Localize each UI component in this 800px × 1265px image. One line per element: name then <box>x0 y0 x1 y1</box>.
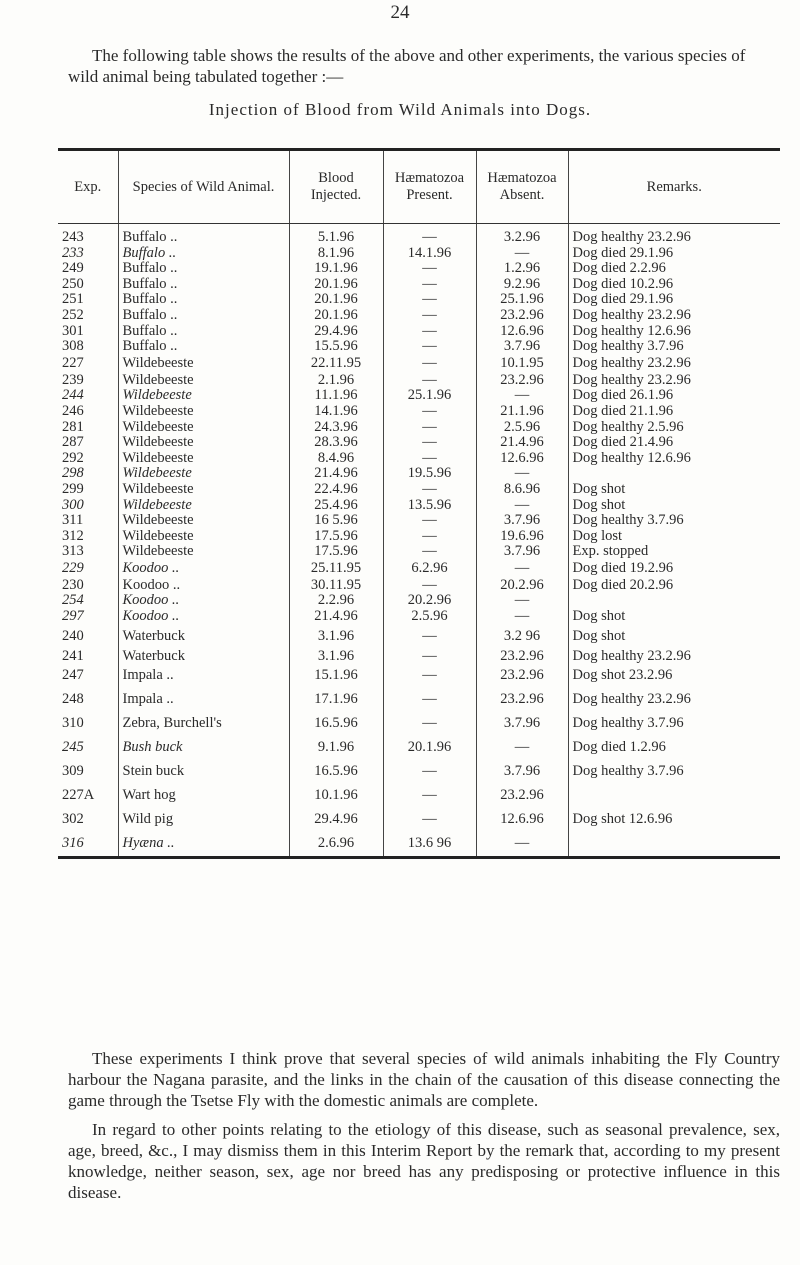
cell-present: 6.2.96 <box>383 560 476 578</box>
cell-present: — <box>383 688 476 712</box>
table-row <box>58 498 780 514</box>
cell-injected: 29.4.96 <box>289 324 383 340</box>
species-name: Bush buck <box>122 739 183 756</box>
cell-species <box>118 578 289 594</box>
cell-present: 14.1.96 <box>383 246 476 262</box>
cell-injected: 8.1.96 <box>289 246 383 262</box>
cell-present: 25.1.96 <box>383 388 476 404</box>
species-name: Wildebeeste <box>122 528 194 544</box>
cell-remarks <box>568 832 780 858</box>
cell-absent: — <box>476 498 568 514</box>
species-name: Wild pig <box>122 811 174 828</box>
cell-injected: 3.1.96 <box>289 649 383 665</box>
cell-exp: 300 <box>62 497 84 513</box>
table-row <box>58 420 780 436</box>
cell-species <box>118 339 289 355</box>
cell-absent: 20.2.96 <box>476 578 568 594</box>
cell-exp: 297 <box>62 609 84 625</box>
cell-exp: 301 <box>62 323 84 339</box>
cell-species <box>118 246 289 262</box>
cell-absent: 19.6.96 <box>476 529 568 545</box>
species-name: Buffalo .. <box>122 245 177 261</box>
cell-exp: 298 <box>62 466 84 482</box>
cell-remarks: Dog healthy 3.7.96 <box>568 760 780 784</box>
cell-exp: 251 <box>62 292 84 308</box>
table-row <box>58 261 780 277</box>
cell-remarks: Dog died 21.4.96 <box>568 435 780 451</box>
species-name: Buffalo .. <box>122 339 178 355</box>
cell-injected: 20.1.96 <box>289 277 383 293</box>
cell-species <box>118 529 289 545</box>
cell-species <box>118 625 289 649</box>
cell-present: — <box>383 625 476 649</box>
cell-present: — <box>383 578 476 594</box>
species-name: Waterbuck <box>122 627 185 644</box>
cell-absent: 3.7.96 <box>476 760 568 784</box>
cell-injected: 25.4.96 <box>289 498 383 514</box>
cell-remarks: Dog healthy 23.2.96 <box>568 688 780 712</box>
cell-exp: 245 <box>62 739 84 756</box>
cell-exp: 302 <box>62 811 84 828</box>
cell-species <box>118 760 289 784</box>
header-remarks: Remarks. <box>568 150 780 224</box>
cell-absent: 12.6.96 <box>476 324 568 340</box>
species-name: Hyæna .. <box>122 835 175 852</box>
species-name: Wildebeeste <box>122 403 194 419</box>
species-name: Wildebeeste <box>122 466 192 482</box>
cell-remarks: Dog died 10.2.96 <box>568 277 780 293</box>
header-injected: Blood Injected. <box>289 150 383 224</box>
cell-exp: 309 <box>62 763 84 780</box>
cell-absent: 2.5.96 <box>476 420 568 436</box>
cell-absent: 3.7.96 <box>476 712 568 736</box>
cell-remarks: Dog died 26.1.96 <box>568 388 780 404</box>
cell-exp: 311 <box>62 513 84 529</box>
cell-exp: 281 <box>62 419 84 435</box>
cell-remarks: Dog shot <box>568 625 780 649</box>
cell-exp: 229 <box>62 560 84 577</box>
cell-remarks: Dog shot <box>568 482 780 498</box>
cell-absent: 3.2 96 <box>476 625 568 649</box>
cell-present: — <box>383 784 476 808</box>
species-name: Wildebeeste <box>122 419 194 435</box>
cell-absent: — <box>476 466 568 482</box>
table-row <box>58 292 780 308</box>
cell-present: — <box>383 808 476 832</box>
cell-exp: 308 <box>62 339 84 355</box>
species-name: Impala .. <box>122 691 174 708</box>
cell-present: 13.5.96 <box>383 498 476 514</box>
cell-absent: 9.2.96 <box>476 277 568 293</box>
cell-species <box>118 736 289 760</box>
table-row <box>58 404 780 420</box>
cell-exp: 230 <box>62 577 84 593</box>
cell-absent: — <box>476 832 568 858</box>
cell-species <box>118 712 289 736</box>
species-name: Wildebeeste <box>122 372 194 388</box>
table-row <box>58 625 780 649</box>
cell-injected: 5.1.96 <box>289 224 383 246</box>
page-number: 24 <box>390 2 410 23</box>
table-row <box>58 578 780 594</box>
cell-species <box>118 277 289 293</box>
cell-species <box>118 435 289 451</box>
cell-injected: 21.4.96 <box>289 609 383 625</box>
species-name: Wildebeeste <box>122 388 192 404</box>
cell-absent: 1.2.96 <box>476 261 568 277</box>
cell-injected: 14.1.96 <box>289 404 383 420</box>
cell-injected: 22.4.96 <box>289 482 383 498</box>
cell-remarks: Dog died 29.1.96 <box>568 292 780 308</box>
cell-remarks: Dog shot <box>568 609 780 625</box>
cell-present: — <box>383 277 476 293</box>
cell-absent: — <box>476 736 568 760</box>
cell-species <box>118 373 289 389</box>
cell-remarks: Dog healthy 3.7.96 <box>568 339 780 355</box>
table-row <box>58 277 780 293</box>
cell-species <box>118 544 289 560</box>
table-row <box>58 435 780 451</box>
cell-exp: 316 <box>62 835 84 852</box>
closing-paragraph-2: In regard to other points relating to the etiology of this disease, such as seasonal prevalence, sex, age, breed, &c., I may dismiss them in this Interim Report by the remark that, according to my present knowledge, neither season, sex, age nor breed has any predisposing or protective influence in this disease. <box>68 1120 780 1202</box>
cell-present: — <box>383 339 476 355</box>
cell-injected: 16.5.96 <box>289 760 383 784</box>
cell-remarks: Dog healthy 2.5.96 <box>568 420 780 436</box>
cell-absent: — <box>476 593 568 609</box>
cell-species <box>118 832 289 858</box>
cell-injected: 2.1.96 <box>289 373 383 389</box>
cell-species <box>118 404 289 420</box>
cell-exp: 292 <box>62 450 84 466</box>
cell-exp: 243 <box>62 229 84 245</box>
cell-remarks: Dog healthy 23.2.96 <box>568 355 780 373</box>
cell-species <box>118 808 289 832</box>
intro-paragraph: The following table shows the results of the above and other experiments, the various species of wild animal being tabulated together :— <box>68 46 746 86</box>
table-row <box>58 355 780 373</box>
cell-exp: 250 <box>62 276 84 292</box>
species-name: Koodoo .. <box>122 577 181 593</box>
header-exp: Exp. <box>58 150 118 224</box>
table-row <box>58 664 780 688</box>
cell-absent: 21.4.96 <box>476 435 568 451</box>
species-name: Wildebeeste <box>122 354 194 371</box>
species-name: Wildebeeste <box>122 450 194 466</box>
cell-injected: 17.5.96 <box>289 544 383 560</box>
cell-absent: 23.2.96 <box>476 664 568 688</box>
species-name: Wildebeeste <box>122 481 194 497</box>
cell-remarks: Dog healthy 23.2.96 <box>568 224 780 246</box>
table-row <box>58 466 780 482</box>
cell-remarks: Dog lost <box>568 529 780 545</box>
cell-present: — <box>383 308 476 324</box>
cell-present: — <box>383 435 476 451</box>
cell-remarks <box>568 466 780 482</box>
cell-injected: 2.2.96 <box>289 593 383 609</box>
cell-species <box>118 324 289 340</box>
cell-species <box>118 388 289 404</box>
cell-exp: 241 <box>62 648 84 664</box>
results-table <box>58 148 780 859</box>
cell-present: — <box>383 529 476 545</box>
cell-present: — <box>383 760 476 784</box>
cell-absent: 3.7.96 <box>476 544 568 560</box>
cell-species <box>118 560 289 578</box>
cell-exp: 233 <box>62 245 84 261</box>
cell-species <box>118 498 289 514</box>
cell-species <box>118 593 289 609</box>
cell-remarks: Dog healthy 3.7.96 <box>568 712 780 736</box>
table-row <box>58 649 780 665</box>
cell-injected: 15.1.96 <box>289 664 383 688</box>
table-row <box>58 832 780 858</box>
cell-exp: 248 <box>62 691 84 708</box>
cell-species <box>118 664 289 688</box>
header-species: Species of Wild Animal. <box>118 150 289 224</box>
table-row <box>58 593 780 609</box>
cell-species <box>118 308 289 324</box>
cell-present: — <box>383 404 476 420</box>
species-name: Waterbuck <box>122 648 185 664</box>
table-row <box>58 808 780 832</box>
species-name: Buffalo .. <box>122 276 178 292</box>
cell-present: 19.5.96 <box>383 466 476 482</box>
cell-absent: — <box>476 560 568 578</box>
cell-exp: 246 <box>62 403 84 419</box>
cell-injected: 24.3.96 <box>289 420 383 436</box>
species-name: Koodoo .. <box>122 609 180 625</box>
cell-remarks: Dog died 2.2.96 <box>568 261 780 277</box>
cell-remarks: Dog died 20.2.96 <box>568 578 780 594</box>
cell-present: — <box>383 649 476 665</box>
species-name: Impala .. <box>122 667 174 684</box>
cell-remarks: Dog died 21.1.96 <box>568 404 780 420</box>
cell-remarks: Dog healthy 12.6.96 <box>568 451 780 467</box>
cell-species <box>118 482 289 498</box>
cell-absent: — <box>476 609 568 625</box>
table-row <box>58 688 780 712</box>
cell-exp: 252 <box>62 307 84 323</box>
cell-remarks: Dog healthy 23.2.96 <box>568 373 780 389</box>
cell-present: — <box>383 373 476 389</box>
cell-present: — <box>383 544 476 560</box>
table-row <box>58 529 780 545</box>
cell-remarks: Dog healthy 23.2.96 <box>568 308 780 324</box>
cell-exp: 244 <box>62 388 84 404</box>
species-name: Buffalo .. <box>122 307 178 323</box>
cell-absent: 10.1.95 <box>476 355 568 373</box>
species-name: Wildebeeste <box>122 513 194 529</box>
cell-absent: 23.2.96 <box>476 373 568 389</box>
species-name: Wildebeeste <box>122 544 194 560</box>
cell-species <box>118 261 289 277</box>
cell-remarks: Dog shot 23.2.96 <box>568 664 780 688</box>
cell-exp: 240 <box>62 627 84 644</box>
table-body <box>58 224 780 858</box>
cell-species <box>118 355 289 373</box>
table-row <box>58 784 780 808</box>
cell-exp: 239 <box>62 372 84 388</box>
species-name: Wildebeeste <box>122 435 194 451</box>
cell-exp: 287 <box>62 435 84 451</box>
cell-remarks: Dog healthy 23.2.96 <box>568 649 780 665</box>
cell-species <box>118 451 289 467</box>
cell-present: 13.6 96 <box>383 832 476 858</box>
cell-remarks: Dog shot <box>568 498 780 514</box>
cell-absent: 12.6.96 <box>476 451 568 467</box>
cell-injected: 21.4.96 <box>289 466 383 482</box>
cell-present: — <box>383 712 476 736</box>
cell-present: — <box>383 224 476 246</box>
cell-remarks: Dog shot 12.6.96 <box>568 808 780 832</box>
cell-exp: 227 <box>62 354 84 371</box>
cell-injected: 3.1.96 <box>289 625 383 649</box>
cell-injected: 16.5.96 <box>289 712 383 736</box>
table-row <box>58 560 780 578</box>
cell-injected: 22.11.95 <box>289 355 383 373</box>
cell-present: — <box>383 420 476 436</box>
cell-exp: 310 <box>62 715 84 732</box>
cell-present: — <box>383 513 476 529</box>
cell-injected: 15.5.96 <box>289 339 383 355</box>
cell-species <box>118 224 289 246</box>
cell-exp: 249 <box>62 261 84 277</box>
species-name: Buffalo .. <box>122 323 178 339</box>
cell-injected: 30.11.95 <box>289 578 383 594</box>
cell-exp: 254 <box>62 593 84 609</box>
cell-absent: 3.2.96 <box>476 224 568 246</box>
table-row <box>58 712 780 736</box>
cell-absent: 25.1.96 <box>476 292 568 308</box>
table-row <box>58 246 780 262</box>
species-name: Stein buck <box>122 763 185 780</box>
table-row <box>58 736 780 760</box>
cell-absent: 23.2.96 <box>476 688 568 712</box>
cell-injected: 28.3.96 <box>289 435 383 451</box>
cell-absent: 23.2.96 <box>476 308 568 324</box>
table-row <box>58 482 780 498</box>
cell-absent: 3.7.96 <box>476 513 568 529</box>
species-name: Koodoo .. <box>122 560 180 577</box>
cell-injected: 9.1.96 <box>289 736 383 760</box>
cell-absent: — <box>476 388 568 404</box>
cell-present: 20.2.96 <box>383 593 476 609</box>
cell-absent: 3.7.96 <box>476 339 568 355</box>
cell-present: — <box>383 451 476 467</box>
table-row <box>58 373 780 389</box>
cell-absent: 23.2.96 <box>476 784 568 808</box>
table-row <box>58 513 780 529</box>
table-header-row <box>58 150 780 224</box>
cell-injected: 2.6.96 <box>289 832 383 858</box>
cell-exp: 313 <box>62 544 84 560</box>
species-name: Wart hog <box>122 787 176 804</box>
table-row <box>58 324 780 340</box>
species-name: Wildebeeste <box>122 497 192 513</box>
table-row <box>58 609 780 625</box>
cell-injected: 17.1.96 <box>289 688 383 712</box>
cell-injected: 8.4.96 <box>289 451 383 467</box>
cell-species <box>118 609 289 625</box>
cell-absent: 21.1.96 <box>476 404 568 420</box>
species-name: Buffalo .. <box>122 292 178 308</box>
cell-injected: 20.1.96 <box>289 308 383 324</box>
cell-present: — <box>383 292 476 308</box>
cell-species <box>118 688 289 712</box>
cell-absent: 8.6.96 <box>476 482 568 498</box>
table-row <box>58 339 780 355</box>
cell-injected: 11.1.96 <box>289 388 383 404</box>
cell-injected: 10.1.96 <box>289 784 383 808</box>
species-name: Buffalo .. <box>122 261 178 277</box>
cell-exp: 247 <box>62 667 84 684</box>
header-absent: Hæmatozoa Absent. <box>476 150 568 224</box>
cell-injected: 20.1.96 <box>289 292 383 308</box>
cell-exp: 312 <box>62 528 84 544</box>
cell-injected: 19.1.96 <box>289 261 383 277</box>
cell-present: 20.1.96 <box>383 736 476 760</box>
cell-species <box>118 784 289 808</box>
cell-remarks <box>568 784 780 808</box>
cell-remarks: Exp. stopped <box>568 544 780 560</box>
closing-paragraph-1: These experiments I think prove that several species of wild animals inhabiting the Fly Country harbour the Nagana parasite, and the links in the chain of the causation of this disease connecting the game through the Tsetse Fly with the domestic animals are complete. <box>68 1049 780 1110</box>
cell-present: — <box>383 261 476 277</box>
cell-present: — <box>383 324 476 340</box>
table-row <box>58 544 780 560</box>
cell-present: — <box>383 355 476 373</box>
cell-injected: 17.5.96 <box>289 529 383 545</box>
cell-absent: — <box>476 246 568 262</box>
species-name: Buffalo .. <box>122 229 178 245</box>
table-row <box>58 224 780 246</box>
cell-remarks: Dog healthy 3.7.96 <box>568 513 780 529</box>
cell-absent: 23.2.96 <box>476 649 568 665</box>
cell-injected: 16 5.96 <box>289 513 383 529</box>
cell-remarks: Dog died 1.2.96 <box>568 736 780 760</box>
cell-injected: 25.11.95 <box>289 560 383 578</box>
table-row <box>58 308 780 324</box>
cell-remarks: Dog healthy 12.6.96 <box>568 324 780 340</box>
cell-species <box>118 292 289 308</box>
cell-absent: 12.6.96 <box>476 808 568 832</box>
table-row <box>58 760 780 784</box>
cell-exp: 299 <box>62 481 84 497</box>
cell-present: — <box>383 482 476 498</box>
cell-present: — <box>383 664 476 688</box>
cell-present: 2.5.96 <box>383 609 476 625</box>
cell-species <box>118 420 289 436</box>
cell-exp: 227A <box>62 787 95 804</box>
table-row <box>58 388 780 404</box>
table-title: Injection of Blood from Wild Animals into Dogs. <box>208 100 592 119</box>
cell-remarks: Dog died 29.1.96 <box>568 246 780 262</box>
cell-remarks <box>568 593 780 609</box>
cell-species <box>118 649 289 665</box>
cell-species <box>118 466 289 482</box>
cell-injected: 29.4.96 <box>289 808 383 832</box>
header-present: Hæmatozoa Present. <box>383 150 476 224</box>
cell-species <box>118 513 289 529</box>
cell-remarks: Dog died 19.2.96 <box>568 560 780 578</box>
species-name: Koodoo .. <box>122 593 180 609</box>
table-row <box>58 451 780 467</box>
species-name: Zebra, Burchell's <box>122 715 222 732</box>
